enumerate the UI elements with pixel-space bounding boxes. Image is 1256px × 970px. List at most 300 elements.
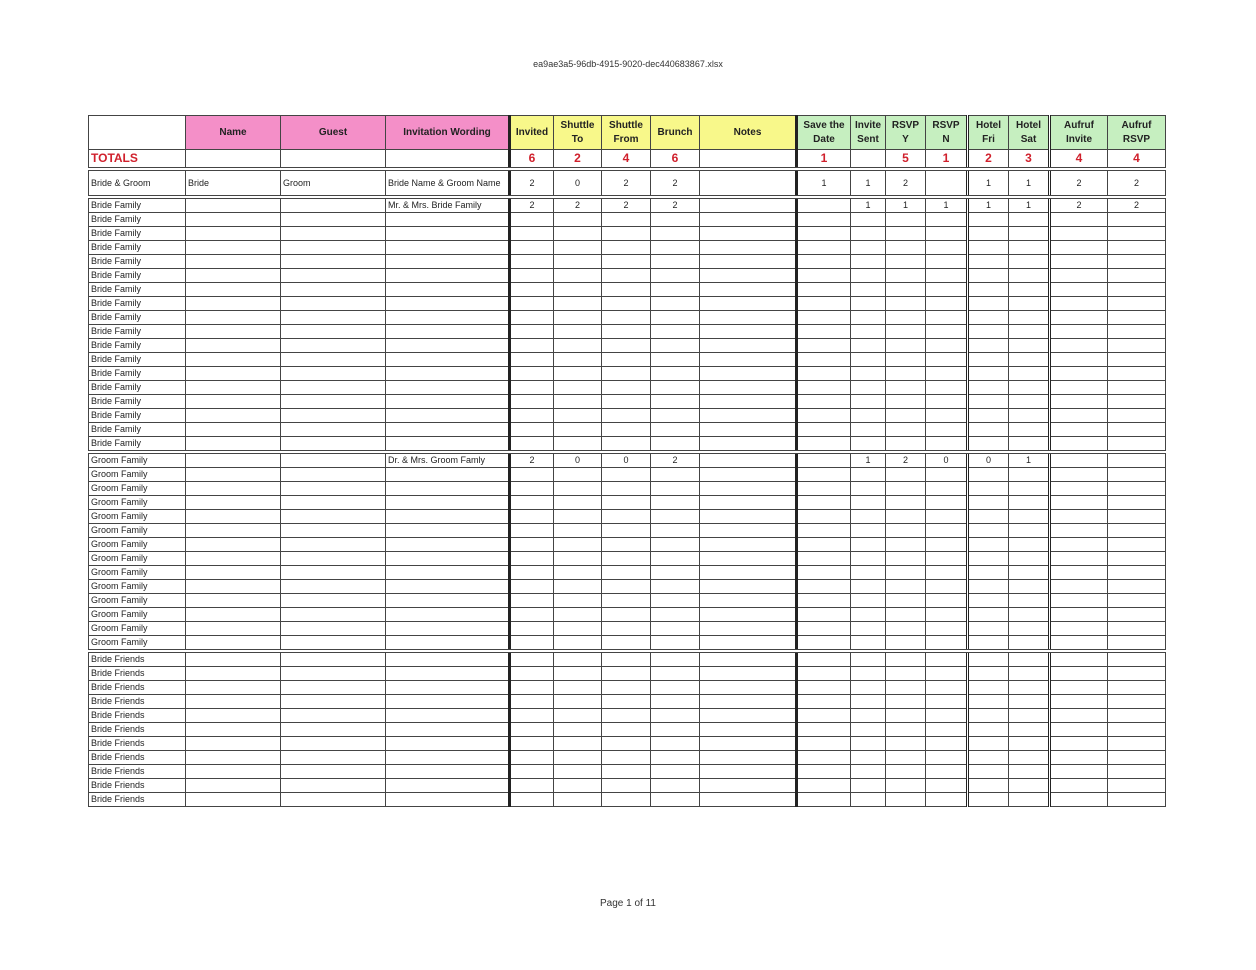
table-cell[interactable] [700,552,797,566]
column-header[interactable]: Invitation Wording [386,116,510,150]
table-cell[interactable] [386,681,510,695]
table-cell[interactable] [926,566,968,580]
table-cell[interactable] [1050,339,1108,353]
table-cell[interactable] [797,227,851,241]
table-cell[interactable] [386,636,510,652]
table-cell[interactable] [386,608,510,622]
table-cell[interactable] [1009,269,1050,283]
table-cell[interactable] [851,510,886,524]
table-cell[interactable] [968,423,1009,437]
table-cell[interactable] [510,594,554,608]
table-cell[interactable] [510,496,554,510]
table-cell[interactable] [797,255,851,269]
table-cell[interactable] [554,381,602,395]
table-cell[interactable] [968,255,1009,269]
group-cell[interactable]: Bride Family [89,409,186,423]
table-cell[interactable] [886,468,926,482]
table-cell[interactable] [968,751,1009,765]
table-cell[interactable] [700,667,797,681]
table-cell[interactable] [797,297,851,311]
table-cell[interactable] [510,524,554,538]
table-cell[interactable] [186,381,281,395]
table-cell[interactable] [1108,409,1166,423]
table-cell[interactable] [186,580,281,594]
table-cell[interactable] [554,510,602,524]
table-cell[interactable] [968,496,1009,510]
table-cell[interactable] [886,423,926,437]
table-cell[interactable] [700,452,797,468]
table-cell[interactable] [1108,283,1166,297]
total-cell[interactable] [386,150,510,170]
table-cell[interactable] [186,552,281,566]
table-cell[interactable] [386,381,510,395]
table-cell[interactable] [1009,353,1050,367]
table-cell[interactable] [797,636,851,652]
table-cell[interactable]: 1 [926,197,968,213]
table-cell[interactable] [926,695,968,709]
table-cell[interactable]: 2 [1050,197,1108,213]
table-cell[interactable] [926,594,968,608]
table-cell[interactable] [700,765,797,779]
table-cell[interactable] [926,241,968,255]
group-cell[interactable]: Groom Family [89,524,186,538]
table-cell[interactable] [186,452,281,468]
column-header[interactable]: Notes [700,116,797,150]
table-cell[interactable] [281,227,386,241]
table-cell[interactable] [1108,779,1166,793]
table-cell[interactable] [700,737,797,751]
table-cell[interactable] [1050,594,1108,608]
table-cell[interactable] [554,269,602,283]
table-cell[interactable] [510,241,554,255]
column-header[interactable]: Invited [510,116,554,150]
table-cell[interactable] [1108,381,1166,395]
group-cell[interactable]: Bride Family [89,353,186,367]
table-cell[interactable] [700,169,797,197]
table-cell[interactable] [1009,681,1050,695]
table-cell[interactable] [651,409,700,423]
table-cell[interactable] [797,538,851,552]
table-cell[interactable] [886,667,926,681]
table-cell[interactable] [510,283,554,297]
table-cell[interactable] [1050,227,1108,241]
table-cell[interactable] [186,524,281,538]
table-cell[interactable] [386,496,510,510]
table-cell[interactable] [602,751,651,765]
table-cell[interactable] [281,255,386,269]
table-cell[interactable]: 1 [797,169,851,197]
table-cell[interactable] [797,452,851,468]
table-cell[interactable] [554,496,602,510]
table-cell[interactable] [968,468,1009,482]
table-cell[interactable] [554,667,602,681]
table-cell[interactable] [797,622,851,636]
table-cell[interactable] [886,353,926,367]
table-cell[interactable] [851,737,886,751]
table-cell[interactable] [510,552,554,566]
table-cell[interactable] [851,269,886,283]
table-cell[interactable] [851,395,886,409]
table-cell[interactable] [968,524,1009,538]
table-cell[interactable] [651,566,700,580]
table-cell[interactable] [700,353,797,367]
table-cell[interactable] [651,496,700,510]
table-cell[interactable] [968,608,1009,622]
table-cell[interactable] [797,510,851,524]
table-cell[interactable] [700,227,797,241]
table-cell[interactable] [510,325,554,339]
table-cell[interactable] [886,325,926,339]
table-cell[interactable] [797,651,851,667]
table-cell[interactable] [554,538,602,552]
table-cell[interactable] [1009,709,1050,723]
table-cell[interactable] [886,482,926,496]
table-cell[interactable]: 1 [886,197,926,213]
table-cell[interactable] [700,524,797,538]
table-cell[interactable] [1108,751,1166,765]
table-cell[interactable] [700,681,797,695]
table-cell[interactable] [700,325,797,339]
table-cell[interactable] [1108,681,1166,695]
table-cell[interactable] [700,580,797,594]
group-cell[interactable]: Groom Family [89,608,186,622]
table-cell[interactable] [886,566,926,580]
table-cell[interactable] [797,353,851,367]
group-cell[interactable]: Groom Family [89,496,186,510]
table-cell[interactable] [1050,213,1108,227]
table-cell[interactable] [968,395,1009,409]
table-cell[interactable] [886,608,926,622]
table-cell[interactable] [886,723,926,737]
table-cell[interactable] [1108,269,1166,283]
table-cell[interactable] [510,608,554,622]
table-cell[interactable] [1108,695,1166,709]
table-cell[interactable] [1050,681,1108,695]
table-cell[interactable] [651,709,700,723]
group-cell[interactable]: Groom Family [89,468,186,482]
table-cell[interactable] [186,737,281,751]
table-cell[interactable] [797,395,851,409]
table-cell[interactable] [797,325,851,339]
table-cell[interactable] [968,437,1009,453]
table-cell[interactable] [968,353,1009,367]
table-cell[interactable]: Dr. & Mrs. Groom Famly [386,452,510,468]
column-header[interactable]: Hotel Fri [968,116,1009,150]
table-cell[interactable] [602,524,651,538]
column-header[interactable]: Invite Sent [851,116,886,150]
table-cell[interactable] [281,325,386,339]
table-cell[interactable] [886,552,926,566]
table-cell[interactable] [281,297,386,311]
table-cell[interactable] [968,552,1009,566]
table-cell[interactable] [700,622,797,636]
table-cell[interactable] [700,297,797,311]
table-cell[interactable] [886,681,926,695]
group-cell[interactable]: Groom Family [89,510,186,524]
table-cell[interactable]: 0 [554,169,602,197]
table-cell[interactable] [968,510,1009,524]
group-cell[interactable]: Bride Family [89,381,186,395]
table-cell[interactable] [386,765,510,779]
table-cell[interactable] [554,325,602,339]
table-cell[interactable] [1009,723,1050,737]
table-cell[interactable] [797,594,851,608]
table-cell[interactable] [797,793,851,807]
table-cell[interactable] [700,395,797,409]
table-cell[interactable] [926,510,968,524]
table-cell[interactable] [968,737,1009,751]
table-cell[interactable] [968,580,1009,594]
table-cell[interactable] [386,227,510,241]
table-cell[interactable] [510,482,554,496]
table-cell[interactable] [651,779,700,793]
table-cell[interactable] [886,381,926,395]
table-cell[interactable] [186,227,281,241]
table-cell[interactable] [886,651,926,667]
table-cell[interactable] [602,608,651,622]
table-cell[interactable] [186,197,281,213]
table-cell[interactable] [186,325,281,339]
table-cell[interactable] [851,594,886,608]
total-cell[interactable]: 6 [510,150,554,170]
table-cell[interactable] [926,468,968,482]
table-cell[interactable] [281,608,386,622]
table-cell[interactable] [1050,793,1108,807]
table-cell[interactable] [651,524,700,538]
table-cell[interactable] [281,552,386,566]
table-cell[interactable] [1009,667,1050,681]
table-cell[interactable] [797,409,851,423]
table-cell[interactable]: 1 [851,169,886,197]
table-cell[interactable] [186,255,281,269]
table-cell[interactable] [651,667,700,681]
table-cell[interactable] [926,552,968,566]
table-cell[interactable] [510,227,554,241]
table-cell[interactable] [926,437,968,453]
table-cell[interactable] [1050,452,1108,468]
table-cell[interactable] [886,751,926,765]
table-cell[interactable] [510,709,554,723]
table-cell[interactable] [1009,241,1050,255]
table-cell[interactable] [602,793,651,807]
table-cell[interactable] [797,339,851,353]
table-cell[interactable] [281,339,386,353]
group-cell[interactable]: Bride & Groom [89,169,186,197]
table-cell[interactable] [602,709,651,723]
table-cell[interactable] [186,311,281,325]
table-cell[interactable] [186,622,281,636]
table-cell[interactable] [281,594,386,608]
table-cell[interactable] [851,608,886,622]
table-cell[interactable] [602,381,651,395]
table-cell[interactable] [968,793,1009,807]
table-cell[interactable] [281,423,386,437]
table-cell[interactable] [186,667,281,681]
table-cell[interactable] [1108,608,1166,622]
table-cell[interactable] [1050,468,1108,482]
table-cell[interactable]: 1 [968,197,1009,213]
table-cell[interactable] [1009,552,1050,566]
table-cell[interactable] [1108,255,1166,269]
table-cell[interactable] [968,622,1009,636]
table-cell[interactable] [886,765,926,779]
column-header[interactable]: RSVP Y [886,116,926,150]
table-cell[interactable]: 2 [602,197,651,213]
group-cell[interactable]: Bride Family [89,255,186,269]
table-cell[interactable] [651,325,700,339]
table-cell[interactable] [1108,452,1166,468]
table-cell[interactable] [510,437,554,453]
table-cell[interactable] [1050,510,1108,524]
table-cell[interactable] [386,311,510,325]
group-cell[interactable]: Bride Family [89,395,186,409]
table-cell[interactable] [968,339,1009,353]
table-cell[interactable] [602,552,651,566]
table-cell[interactable] [510,297,554,311]
table-cell[interactable] [186,297,281,311]
table-cell[interactable]: Mr. & Mrs. Bride Family [386,197,510,213]
table-cell[interactable] [926,269,968,283]
table-cell[interactable] [968,636,1009,652]
table-cell[interactable] [886,695,926,709]
table-cell[interactable] [386,339,510,353]
table-cell[interactable] [1050,325,1108,339]
table-cell[interactable] [1108,496,1166,510]
table-cell[interactable] [602,409,651,423]
group-cell[interactable]: Bride Family [89,283,186,297]
table-cell[interactable] [1009,468,1050,482]
table-cell[interactable] [281,651,386,667]
table-cell[interactable] [186,283,281,297]
total-cell[interactable]: 4 [1050,150,1108,170]
table-cell[interactable] [851,793,886,807]
table-cell[interactable] [386,297,510,311]
table-cell[interactable] [554,723,602,737]
table-cell[interactable] [1050,283,1108,297]
table-cell[interactable] [554,765,602,779]
table-cell[interactable] [554,580,602,594]
table-cell[interactable] [602,636,651,652]
table-cell[interactable] [554,255,602,269]
table-cell[interactable] [510,751,554,765]
table-cell[interactable] [386,510,510,524]
table-cell[interactable] [1050,538,1108,552]
table-cell[interactable] [386,667,510,681]
table-cell[interactable] [386,737,510,751]
table-cell[interactable] [797,269,851,283]
table-cell[interactable] [651,636,700,652]
table-cell[interactable] [186,793,281,807]
table-cell[interactable] [186,423,281,437]
table-cell[interactable] [851,213,886,227]
table-cell[interactable] [554,297,602,311]
table-cell[interactable] [968,381,1009,395]
table-cell[interactable] [1009,651,1050,667]
table-cell[interactable] [886,367,926,381]
table-cell[interactable] [651,227,700,241]
table-cell[interactable] [1108,482,1166,496]
table-cell[interactable] [886,311,926,325]
group-cell[interactable]: Groom Family [89,594,186,608]
table-cell[interactable] [186,409,281,423]
table-cell[interactable] [1108,538,1166,552]
table-cell[interactable] [700,566,797,580]
table-cell[interactable] [602,496,651,510]
table-cell[interactable] [926,622,968,636]
group-cell[interactable]: Bride Family [89,197,186,213]
table-cell[interactable] [386,255,510,269]
table-cell[interactable] [1050,255,1108,269]
table-cell[interactable] [700,751,797,765]
table-cell[interactable] [602,723,651,737]
table-cell[interactable] [851,423,886,437]
table-cell[interactable] [700,197,797,213]
table-cell[interactable] [186,608,281,622]
table-cell[interactable] [1108,311,1166,325]
group-cell[interactable]: Bride Friends [89,793,186,807]
table-cell[interactable] [651,681,700,695]
table-cell[interactable] [700,636,797,652]
table-cell[interactable] [1108,339,1166,353]
table-cell[interactable] [510,723,554,737]
table-cell[interactable] [186,723,281,737]
table-cell[interactable] [1108,510,1166,524]
table-cell[interactable] [797,695,851,709]
table-cell[interactable] [1009,737,1050,751]
table-cell[interactable] [386,437,510,453]
table-cell[interactable] [554,409,602,423]
table-cell[interactable] [186,468,281,482]
table-cell[interactable] [1009,255,1050,269]
table-cell[interactable]: 2 [651,197,700,213]
table-cell[interactable] [651,395,700,409]
table-cell[interactable] [386,695,510,709]
table-cell[interactable] [926,353,968,367]
table-cell[interactable] [700,468,797,482]
group-cell[interactable]: Bride Friends [89,709,186,723]
table-cell[interactable] [968,227,1009,241]
table-cell[interactable] [968,779,1009,793]
table-cell[interactable] [1108,793,1166,807]
table-cell[interactable] [851,524,886,538]
table-cell[interactable] [926,580,968,594]
table-cell[interactable] [1108,566,1166,580]
table-cell[interactable]: 2 [510,452,554,468]
table-cell[interactable] [700,510,797,524]
table-cell[interactable] [926,709,968,723]
table-cell[interactable] [797,566,851,580]
table-cell[interactable] [926,793,968,807]
table-cell[interactable] [602,737,651,751]
table-cell[interactable] [1009,339,1050,353]
table-cell[interactable] [851,311,886,325]
table-cell[interactable] [510,311,554,325]
table-cell[interactable] [1009,297,1050,311]
table-cell[interactable] [554,594,602,608]
table-cell[interactable] [602,437,651,453]
table-cell[interactable] [700,255,797,269]
table-cell[interactable] [186,395,281,409]
table-cell[interactable]: 2 [510,169,554,197]
table-cell[interactable] [186,651,281,667]
group-cell[interactable]: Bride Family [89,339,186,353]
table-cell[interactable] [602,395,651,409]
column-header[interactable]: Shuttle To [554,116,602,150]
table-cell[interactable] [651,594,700,608]
table-cell[interactable] [968,594,1009,608]
table-cell[interactable] [281,524,386,538]
table-cell[interactable] [281,737,386,751]
